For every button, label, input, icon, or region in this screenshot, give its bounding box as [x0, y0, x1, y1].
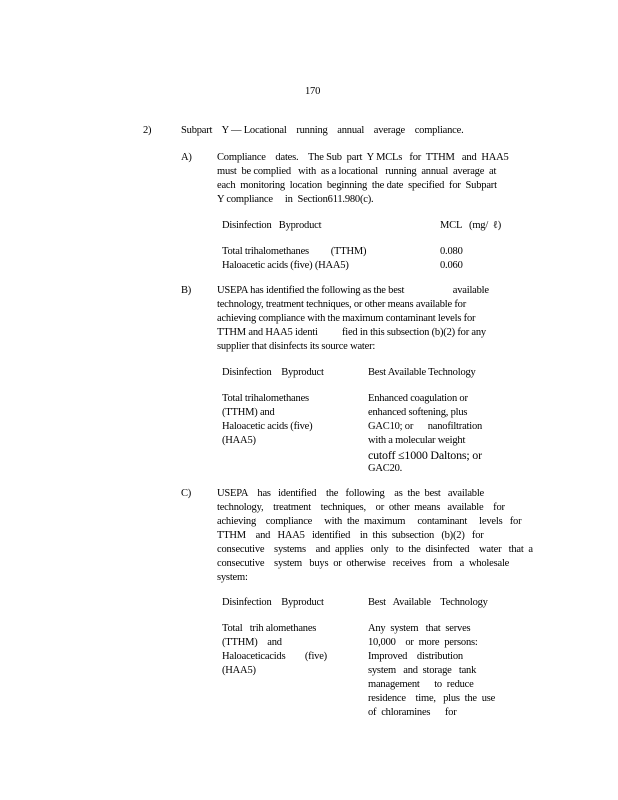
table-a-row-name: Total trihalomethanes (TTHM) — [222, 246, 367, 257]
page-number: 170 — [305, 86, 321, 97]
item-c-label: C) — [181, 488, 192, 499]
table-c-technology-line: management to reduce — [368, 679, 474, 690]
table-c-technology-line: Any system that serves — [368, 623, 471, 634]
table-b-technology-line: GAC20. — [368, 463, 403, 474]
table-c-byproduct-cell — [222, 622, 327, 678]
item-a-line: each monitoring location beginning the date specified for Subpart — [217, 180, 497, 191]
item-c-line: achieving compliance with the maximum contaminant levels for — [217, 516, 522, 527]
item-b-line: USEPA has identified the following as the best available — [217, 285, 489, 296]
table-a-header-byproduct: Disinfection Byproduct — [222, 220, 322, 231]
table-c-technology-line: Improved distribution — [368, 651, 463, 662]
table-b-header-byproduct: Disinfection Byproduct — [222, 367, 324, 378]
section-number: 2) — [143, 125, 152, 136]
table-b-technology-cell — [368, 392, 482, 476]
item-b-label: B) — [181, 285, 192, 296]
item-c-line: system: — [217, 572, 248, 583]
table-b-technology-line: Enhanced coagulation or — [368, 393, 468, 404]
table-c-technology-line: system and storage tank — [368, 665, 477, 676]
item-a-line: must be complied with as a locational running annual average at — [217, 166, 497, 177]
table-b-byproduct-cell — [222, 392, 312, 448]
table-c-header-technology: Best Available Technology — [368, 597, 488, 608]
item-b-line: technology, treatment techniques, or other means available for — [217, 299, 467, 310]
table-c-header-byproduct: Disinfection Byproduct — [222, 597, 324, 608]
table-c-byproduct-line: Haloaceticacids (five) — [222, 651, 327, 662]
table-b-byproduct-line: Total trihalomethanes — [222, 393, 309, 404]
table-a-row-mcl: 0.060 — [440, 260, 463, 271]
table-c-technology-line: of chloramines for — [368, 707, 457, 718]
table-a-row-name: Haloacetic acids (five) (HAA5) — [222, 260, 349, 271]
table-a-header-mcl: MCL (mg/ ℓ) — [440, 220, 502, 231]
item-b-paragraph — [217, 284, 517, 354]
table-c-technology-line: 10,000 or more persons: — [368, 637, 478, 648]
section-title: Subpart Y — Locational running annual average compliance. — [181, 125, 464, 136]
table-c-technology-line: residence time, plus the use — [368, 693, 496, 704]
item-c-line: TTHM and HAA5 identified in this subsection (b)(2) for — [217, 530, 484, 541]
item-b-line: TTHM and HAA5 identi fied in this subsection (b)(2) for any — [217, 327, 486, 338]
item-a-label: A) — [181, 152, 192, 163]
item-a-line: Compliance dates. The Sub part Y MCLs for TTHM and HAA5 — [217, 152, 509, 163]
table-c-byproduct-line: (TTHM) and — [222, 637, 282, 648]
table-a-row-mcl: 0.080 — [440, 246, 463, 257]
item-a-paragraph — [217, 151, 528, 207]
item-a-line: Y compliance in Section611.980(c). — [217, 194, 374, 205]
item-b-line: supplier that disinfects its source water: — [217, 341, 376, 352]
item-c-paragraph — [217, 487, 547, 585]
table-b-technology-line: with a molecular weight — [368, 435, 466, 446]
table-b-byproduct-line: (TTHM) and — [222, 407, 275, 418]
table-b-header-technology: Best Available Technology — [368, 367, 476, 378]
table-c-byproduct-line: (HAA5) — [222, 665, 256, 676]
item-c-line: consecutive system buys or otherwise receives from a wholesale — [217, 558, 510, 569]
table-c-byproduct-line: Total trih alomethanes — [222, 623, 317, 634]
table-b-technology-line: GAC10; or nanofiltration — [368, 421, 483, 432]
table-b-byproduct-line: (HAA5) — [222, 435, 256, 446]
item-c-line: technology, treatment techniques, or other means available for — [217, 502, 505, 513]
table-b-technology-line: cutoff ≤1000 Daltons; or — [368, 448, 482, 462]
item-b-line: achieving compliance with the maximum contaminant levels for — [217, 313, 476, 324]
table-b-technology-line: enhanced softening, plus — [368, 407, 468, 418]
item-c-line: consecutive systems and applies only to the disinfected water that a — [217, 544, 533, 555]
table-c-technology-cell — [368, 622, 495, 720]
item-c-line: USEPA has identified the following as the best available — [217, 488, 485, 499]
table-b-byproduct-line: Haloacetic acids (five) — [222, 421, 313, 432]
